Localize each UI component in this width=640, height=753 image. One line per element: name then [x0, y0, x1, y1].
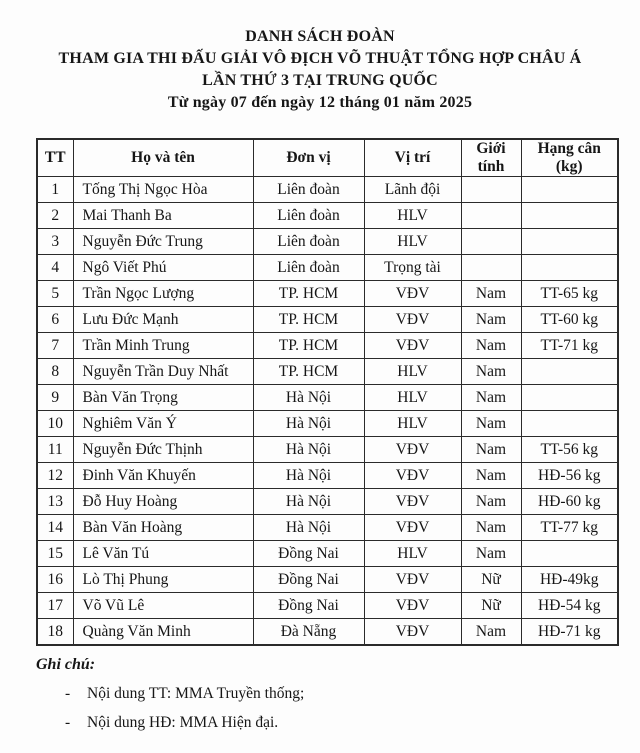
- note-dash: -: [65, 714, 71, 731]
- cell-name: Lò Thị Phung: [73, 567, 253, 593]
- col-header-name: Họ và tên: [73, 139, 253, 177]
- col-header-tt: TT: [37, 139, 73, 177]
- cell-unit: TP. HCM: [253, 359, 364, 385]
- cell-tt: 1: [37, 177, 73, 203]
- cell-gender: Nam: [461, 385, 521, 411]
- cell-gender: Nam: [461, 333, 521, 359]
- cell-gender: [461, 255, 521, 281]
- cell-weight: TT-56 kg: [521, 437, 618, 463]
- cell-gender: Nam: [461, 307, 521, 333]
- cell-weight: [521, 177, 618, 203]
- cell-unit: Liên đoàn: [253, 203, 364, 229]
- cell-gender: Nam: [461, 281, 521, 307]
- cell-gender: Nam: [461, 463, 521, 489]
- table-row: [37, 593, 618, 619]
- cell-weight: [521, 203, 618, 229]
- cell-tt: 18: [37, 619, 73, 646]
- cell-position: VĐV: [364, 281, 461, 307]
- table-row: [37, 359, 618, 385]
- cell-name: Nguyễn Trần Duy Nhất: [73, 359, 253, 385]
- table-row: [37, 281, 618, 307]
- cell-weight: [521, 255, 618, 281]
- cell-position: VĐV: [364, 619, 461, 646]
- note-item-tt: [65, 685, 596, 703]
- table-row: [37, 177, 618, 203]
- table-row: [37, 229, 618, 255]
- cell-name: Quàng Văn Minh: [73, 619, 253, 646]
- roster-table: [36, 138, 619, 646]
- col-header-position: Vị trí: [364, 139, 461, 177]
- note-text: Nội dung HĐ: MMA Hiện đại.: [87, 714, 279, 731]
- cell-name: Nguyễn Đức Trung: [73, 229, 253, 255]
- cell-position: VĐV: [364, 593, 461, 619]
- cell-unit: Hà Nội: [253, 463, 364, 489]
- cell-unit: Liên đoàn: [253, 255, 364, 281]
- cell-gender: Nam: [461, 437, 521, 463]
- cell-name: Bàn Văn Trọng: [73, 385, 253, 411]
- cell-weight: [521, 541, 618, 567]
- cell-unit: Hà Nội: [253, 411, 364, 437]
- cell-position: VĐV: [364, 333, 461, 359]
- cell-unit: Hà Nội: [253, 437, 364, 463]
- notes-heading: Ghi chú:: [36, 656, 96, 673]
- cell-tt: 4: [37, 255, 73, 281]
- cell-tt: 3: [37, 229, 73, 255]
- cell-name: Nghiêm Văn Ý: [73, 411, 253, 437]
- note-text: Nội dung TT: MMA Truyền thống;: [87, 685, 305, 702]
- cell-weight: TT-71 kg: [521, 333, 618, 359]
- cell-name: Bàn Văn Hoàng: [73, 515, 253, 541]
- cell-unit: TP. HCM: [253, 281, 364, 307]
- cell-position: HLV: [364, 359, 461, 385]
- cell-gender: [461, 203, 521, 229]
- cell-tt: 15: [37, 541, 73, 567]
- cell-gender: [461, 177, 521, 203]
- cell-weight: TT-60 kg: [521, 307, 618, 333]
- cell-position: VĐV: [364, 437, 461, 463]
- cell-unit: Đà Nẵng: [253, 619, 364, 646]
- note-dash: -: [65, 685, 71, 702]
- cell-unit: Hà Nội: [253, 515, 364, 541]
- cell-name: Lưu Đức Mạnh: [73, 307, 253, 333]
- cell-gender: [461, 229, 521, 255]
- cell-weight: [521, 385, 618, 411]
- cell-position: VĐV: [364, 567, 461, 593]
- cell-position: Lãnh đội: [364, 177, 461, 203]
- cell-position: VĐV: [364, 307, 461, 333]
- cell-position: HLV: [364, 229, 461, 255]
- cell-name: Trần Ngọc Lượng: [73, 281, 253, 307]
- cell-gender: Nữ: [461, 593, 521, 619]
- cell-weight: TT-77 kg: [521, 515, 618, 541]
- cell-weight: HĐ-49kg: [521, 567, 618, 593]
- cell-position: HLV: [364, 411, 461, 437]
- table-row: [37, 307, 618, 333]
- cell-position: HLV: [364, 385, 461, 411]
- cell-weight: HĐ-60 kg: [521, 489, 618, 515]
- cell-name: Lê Văn Tú: [73, 541, 253, 567]
- cell-unit: Liên đoàn: [253, 229, 364, 255]
- cell-tt: 8: [37, 359, 73, 385]
- cell-name: Đỗ Huy Hoàng: [73, 489, 253, 515]
- cell-weight: HĐ-56 kg: [521, 463, 618, 489]
- cell-tt: 2: [37, 203, 73, 229]
- cell-tt: 16: [37, 567, 73, 593]
- cell-tt: 6: [37, 307, 73, 333]
- title-line-3: LẦN THỨ 3 TẠI TRUNG QUỐC: [202, 72, 438, 89]
- table-row: [37, 333, 618, 359]
- cell-weight: HĐ-54 kg: [521, 593, 618, 619]
- cell-gender: Nữ: [461, 567, 521, 593]
- cell-unit: TP. HCM: [253, 307, 364, 333]
- cell-name: Tống Thị Ngọc Hòa: [73, 177, 253, 203]
- table-row: [37, 541, 618, 567]
- cell-weight: TT-65 kg: [521, 281, 618, 307]
- cell-weight: [521, 359, 618, 385]
- col-header-unit: Đơn vị: [253, 139, 364, 177]
- cell-gender: Nam: [461, 515, 521, 541]
- table-row: [37, 255, 618, 281]
- cell-tt: 5: [37, 281, 73, 307]
- cell-tt: 12: [37, 463, 73, 489]
- header-row: [37, 139, 618, 177]
- cell-tt: 14: [37, 515, 73, 541]
- cell-position: Trọng tài: [364, 255, 461, 281]
- cell-name: Trần Minh Trung: [73, 333, 253, 359]
- cell-position: VĐV: [364, 515, 461, 541]
- cell-tt: 9: [37, 385, 73, 411]
- cell-weight: HĐ-71 kg: [521, 619, 618, 646]
- table-row: [37, 515, 618, 541]
- table-row: [37, 437, 618, 463]
- cell-position: VĐV: [364, 489, 461, 515]
- title-date-line: Từ ngày 07 đến ngày 12 tháng 01 năm 2025: [167, 94, 473, 111]
- cell-weight: [521, 229, 618, 255]
- cell-tt: 7: [37, 333, 73, 359]
- table-row: [37, 619, 618, 646]
- notes-section: [36, 656, 596, 732]
- table-row: [37, 463, 618, 489]
- cell-tt: 10: [37, 411, 73, 437]
- cell-position: HLV: [364, 541, 461, 567]
- cell-position: VĐV: [364, 463, 461, 489]
- cell-tt: 11: [37, 437, 73, 463]
- cell-name: Võ Vũ Lê: [73, 593, 253, 619]
- col-header-gender: Giới tính: [461, 139, 521, 177]
- table-row: [37, 385, 618, 411]
- cell-unit: Đồng Nai: [253, 593, 364, 619]
- cell-unit: Liên đoàn: [253, 177, 364, 203]
- note-item-hd: [65, 714, 596, 732]
- table-row: [37, 411, 618, 437]
- cell-name: Mai Thanh Ba: [73, 203, 253, 229]
- cell-name: Ngô Viết Phú: [73, 255, 253, 281]
- table-row: [37, 567, 618, 593]
- cell-tt: 13: [37, 489, 73, 515]
- col-header-weight: Hạng cân (kg): [521, 139, 618, 177]
- cell-unit: Hà Nội: [253, 385, 364, 411]
- cell-gender: Nam: [461, 411, 521, 437]
- cell-name: Nguyễn Đức Thịnh: [73, 437, 253, 463]
- cell-position: HLV: [364, 203, 461, 229]
- cell-unit: Hà Nội: [253, 489, 364, 515]
- table-row: [37, 489, 618, 515]
- cell-gender: Nam: [461, 619, 521, 646]
- cell-unit: TP. HCM: [253, 333, 364, 359]
- title-line-2: THAM GIA THI ĐẤU GIẢI VÔ ĐỊCH VÕ THUẬT TỔNG HỢP CHÂU Á: [58, 50, 582, 67]
- cell-gender: Nam: [461, 541, 521, 567]
- document-title-block: [0, 0, 640, 114]
- roster-table-body: [37, 177, 618, 646]
- roster-table-header: [37, 139, 618, 177]
- cell-unit: Đồng Nai: [253, 541, 364, 567]
- cell-weight: [521, 411, 618, 437]
- cell-gender: Nam: [461, 489, 521, 515]
- cell-unit: Đồng Nai: [253, 567, 364, 593]
- cell-tt: 17: [37, 593, 73, 619]
- table-row: [37, 203, 618, 229]
- cell-gender: Nam: [461, 359, 521, 385]
- cell-name: Đinh Văn Khuyến: [73, 463, 253, 489]
- title-line-1: DANH SÁCH ĐOÀN: [245, 28, 395, 45]
